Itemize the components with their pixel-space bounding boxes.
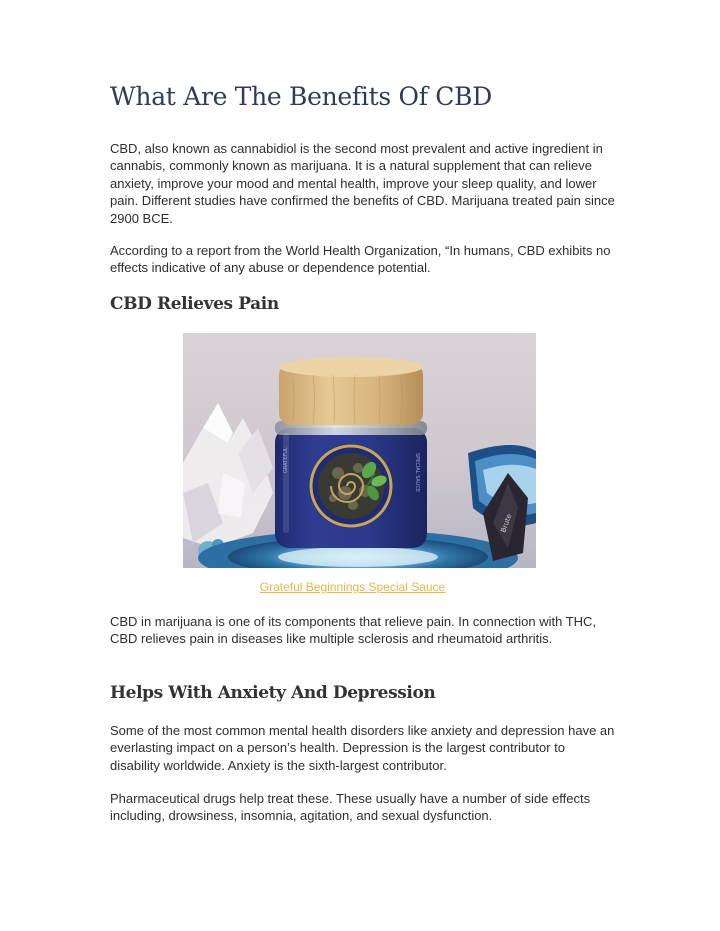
image-caption-link[interactable]: Grateful Beginnings Special Sauce [259, 580, 446, 594]
image-caption[interactable] [110, 580, 595, 594]
anxiety-paragraph-1: Some of the most common mental health disorders like anxiety and depression have an everlasting impact on a person’s health. Depression is the largest contributor to disability worldwide. Anxiety is the sixth-largest contributor. [110, 723, 615, 773]
svg-text:GRATEFUL: GRATEFUL [283, 447, 289, 473]
intro-paragraph-2: According to a report from the World Health Organization, “In humans, CBD exhibits no effects indicative of any abuse or dependence potential. [110, 243, 611, 276]
section-heading-pain: CBD Relieves Pain [110, 294, 279, 314]
intro-paragraph-1: CBD, also known as cannabidiol is the second most prevalent and active ingredient in cannabis, commonly known as marijuana. It is a natural supplement that can relieve anxiety, improve your mood and mental health, improve your sleep quality, and lower pain. Different studies have confirmed the benefits of CBD. Marijuana treated pain since 2900 BCE. [110, 141, 615, 226]
pain-paragraph: CBD in marijuana is one of its components that relieve pain. In connection with THC, CBD relieves pain in diseases like multiple sclerosis and rheumatoid arthritis. [110, 614, 597, 647]
svg-text:Brute: Brute [499, 512, 514, 534]
section-heading-anxiety: Helps With Anxiety And Depression [110, 683, 436, 703]
svg-text:SPECIAL SAUCE: SPECIAL SAUCE [414, 453, 420, 493]
anxiety-paragraph-2: Pharmaceutical drugs help treat these. These usually have a number of side effects including, drowsiness, insomnia, agitation, and sexual dysfunction. [110, 791, 591, 824]
page-title: What Are The Benefits Of CBD [110, 82, 492, 111]
product-photo [183, 333, 536, 568]
